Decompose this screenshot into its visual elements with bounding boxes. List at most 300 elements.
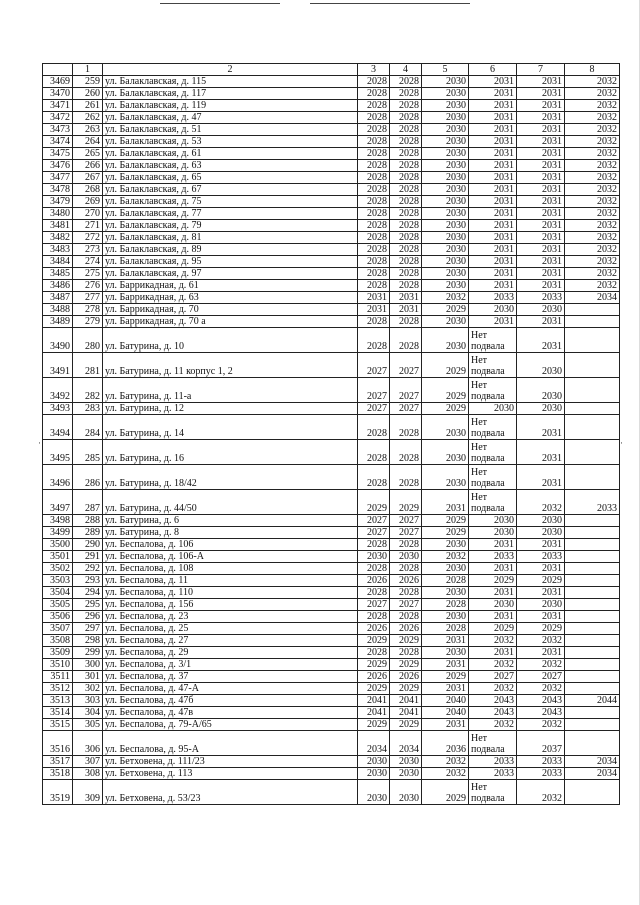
cell-col-3: 2028 (358, 88, 390, 100)
cell-col-1: 298 (73, 635, 103, 647)
cell-col-4: 2027 (390, 527, 422, 539)
cell-col-3: 2028 (358, 647, 390, 659)
table-row (43, 731, 620, 756)
cell-col-2: ул. Балаклавская, д. 97 (103, 268, 358, 280)
cell-col-5: 2030 (422, 563, 469, 575)
cell-col-6: Нет подвала (469, 780, 517, 805)
cell-col-2: ул. Батурина, д. 18/42 (103, 465, 358, 490)
cell-col-6: Нет подвала (469, 378, 517, 403)
cell-col-5: 2029 (422, 378, 469, 403)
cell-col-2: ул. Балаклавская, д. 51 (103, 124, 358, 136)
cell-col-2: ул. Батурина, д. 10 (103, 328, 358, 353)
cell-col-5: 2030 (422, 415, 469, 440)
cell-col-1: 300 (73, 659, 103, 671)
cell-col-0: 3493 (43, 403, 73, 415)
cell-col-0: 3490 (43, 328, 73, 353)
table-row (43, 220, 620, 232)
cell-col-1: 270 (73, 208, 103, 220)
cell-col-0: 3485 (43, 268, 73, 280)
cell-col-6: 2043 (469, 695, 517, 707)
cell-col-6: 2031 (469, 256, 517, 268)
table-row (43, 148, 620, 160)
cell-col-2: ул. Балаклавская, д. 119 (103, 100, 358, 112)
cell-col-4: 2028 (390, 136, 422, 148)
cell-col-3: 2030 (358, 768, 390, 780)
cell-col-5: 2030 (422, 148, 469, 160)
table-row (43, 659, 620, 671)
cell-col-7: 2037 (517, 731, 565, 756)
cell-col-0: 3518 (43, 768, 73, 780)
cell-col-8: 2033 (565, 490, 620, 515)
table-row (43, 280, 620, 292)
cell-col-3: 2028 (358, 244, 390, 256)
cell-col-6: Нет подвала (469, 490, 517, 515)
cell-col-8 (565, 378, 620, 403)
table-row (43, 635, 620, 647)
table-row (43, 328, 620, 353)
cell-col-6: 2031 (469, 88, 517, 100)
cell-col-8 (565, 659, 620, 671)
cell-col-1: 309 (73, 780, 103, 805)
cell-col-3: 2030 (358, 551, 390, 563)
cell-col-2: ул. Балаклавская, д. 95 (103, 256, 358, 268)
cell-col-6: 2031 (469, 112, 517, 124)
cell-col-2: ул. Балаклавская, д. 77 (103, 208, 358, 220)
cell-col-2: ул. Беспалова, д. 79-А/65 (103, 719, 358, 731)
cell-col-6: 2029 (469, 575, 517, 587)
cell-col-8: 2032 (565, 100, 620, 112)
cell-col-7: 2032 (517, 780, 565, 805)
table-row (43, 172, 620, 184)
cell-col-7: 2031 (517, 76, 565, 88)
cell-col-4: 2026 (390, 671, 422, 683)
cell-col-8: 2032 (565, 172, 620, 184)
cell-col-6: 2031 (469, 136, 517, 148)
cell-col-3: 2028 (358, 563, 390, 575)
cell-col-1: 263 (73, 124, 103, 136)
cell-col-4: 2027 (390, 378, 422, 403)
cell-col-2: ул. Балаклавская, д. 65 (103, 172, 358, 184)
cell-col-4: 2030 (390, 768, 422, 780)
cell-col-8: 2034 (565, 756, 620, 768)
table-row (43, 465, 620, 490)
cell-col-7: 2031 (517, 256, 565, 268)
cell-col-8 (565, 403, 620, 415)
cell-col-4: 2027 (390, 403, 422, 415)
cell-col-5: 2030 (422, 280, 469, 292)
cell-col-7: 2030 (517, 599, 565, 611)
cell-col-3: 2029 (358, 490, 390, 515)
cell-col-7: 2031 (517, 232, 565, 244)
cell-col-2: ул. Балаклавская, д. 67 (103, 184, 358, 196)
cell-col-0: 3516 (43, 731, 73, 756)
cell-col-6: 2030 (469, 527, 517, 539)
cell-col-1: 272 (73, 232, 103, 244)
cell-col-1: 264 (73, 136, 103, 148)
cell-col-2: ул. Беспалова, д. 29 (103, 647, 358, 659)
cell-col-6: 2031 (469, 647, 517, 659)
cell-col-6: 2033 (469, 768, 517, 780)
table-row (43, 316, 620, 328)
header-cell: 8 (565, 64, 620, 76)
cell-col-0: 3484 (43, 256, 73, 268)
cell-col-4: 2029 (390, 683, 422, 695)
cell-col-5: 2030 (422, 465, 469, 490)
cell-col-4: 2041 (390, 707, 422, 719)
cell-col-6: 2027 (469, 671, 517, 683)
cell-col-4: 2027 (390, 599, 422, 611)
cell-col-2: ул. Беспалова, д. 3/1 (103, 659, 358, 671)
cell-col-0: 3489 (43, 316, 73, 328)
cell-col-2: ул. Бетховена, д. 53/23 (103, 780, 358, 805)
cell-col-6: 2031 (469, 76, 517, 88)
cell-col-5: 2030 (422, 184, 469, 196)
cell-col-3: 2028 (358, 440, 390, 465)
cell-col-5: 2028 (422, 599, 469, 611)
cell-col-5: 2030 (422, 136, 469, 148)
cell-col-2: ул. Балаклавская, д. 75 (103, 196, 358, 208)
cell-col-8 (565, 527, 620, 539)
cell-col-6: 2043 (469, 707, 517, 719)
cell-col-5: 2029 (422, 527, 469, 539)
cell-col-0: 3517 (43, 756, 73, 768)
cell-col-5: 2030 (422, 112, 469, 124)
cell-col-2: ул. Батурина, д. 44/50 (103, 490, 358, 515)
cell-col-0: 3488 (43, 304, 73, 316)
cell-col-1: 304 (73, 707, 103, 719)
cell-col-3: 2029 (358, 659, 390, 671)
header-cell: 4 (390, 64, 422, 76)
cell-col-3: 2028 (358, 148, 390, 160)
cell-col-5: 2030 (422, 196, 469, 208)
cell-col-7: 2029 (517, 575, 565, 587)
cell-col-1: 292 (73, 563, 103, 575)
cell-col-3: 2029 (358, 683, 390, 695)
table-row (43, 599, 620, 611)
cell-col-2: ул. Батурина, д. 11-а (103, 378, 358, 403)
cell-col-0: 3471 (43, 100, 73, 112)
cell-col-6: Нет подвала (469, 465, 517, 490)
cell-col-0: 3505 (43, 599, 73, 611)
cell-col-4: 2028 (390, 563, 422, 575)
cell-col-0: 3515 (43, 719, 73, 731)
top-rule (310, 3, 470, 4)
cell-col-2: ул. Балаклавская, д. 81 (103, 232, 358, 244)
top-rule (160, 3, 280, 4)
cell-col-4: 2029 (390, 490, 422, 515)
cell-col-0: 3478 (43, 184, 73, 196)
cell-col-6: 2031 (469, 232, 517, 244)
cell-col-5: 2032 (422, 551, 469, 563)
cell-col-8 (565, 623, 620, 635)
cell-col-3: 2027 (358, 353, 390, 378)
cell-col-8 (565, 415, 620, 440)
cell-col-6: 2033 (469, 292, 517, 304)
cell-col-5: 2030 (422, 76, 469, 88)
cell-col-2: ул. Беспалова, д. 110 (103, 587, 358, 599)
cell-col-2: ул. Беспалова, д. 47б (103, 695, 358, 707)
cell-col-4: 2028 (390, 112, 422, 124)
cell-col-0: 3502 (43, 563, 73, 575)
cell-col-1: 302 (73, 683, 103, 695)
cell-col-2: ул. Беспалова, д. 106-А (103, 551, 358, 563)
cell-col-8 (565, 563, 620, 575)
cell-col-2: ул. Беспалова, д. 23 (103, 611, 358, 623)
table-row (43, 378, 620, 403)
cell-col-8: 2032 (565, 220, 620, 232)
cell-col-1: 308 (73, 768, 103, 780)
cell-col-1: 277 (73, 292, 103, 304)
cell-col-0: 3477 (43, 172, 73, 184)
cell-col-3: 2028 (358, 220, 390, 232)
table-row (43, 527, 620, 539)
cell-col-0: 3492 (43, 378, 73, 403)
table-row (43, 695, 620, 707)
cell-col-1: 268 (73, 184, 103, 196)
cell-col-4: 2028 (390, 256, 422, 268)
cell-col-8 (565, 353, 620, 378)
cell-col-8: 2032 (565, 160, 620, 172)
cell-col-7: 2027 (517, 671, 565, 683)
cell-col-5: 2030 (422, 587, 469, 599)
cell-col-4: 2028 (390, 148, 422, 160)
cell-col-0: 3481 (43, 220, 73, 232)
cell-col-7: 2033 (517, 292, 565, 304)
table-row (43, 415, 620, 440)
cell-col-8 (565, 683, 620, 695)
cell-col-2: ул. Беспалова, д. 106 (103, 539, 358, 551)
cell-col-8 (565, 551, 620, 563)
table-row (43, 490, 620, 515)
cell-col-3: 2028 (358, 76, 390, 88)
cell-col-7: 2033 (517, 756, 565, 768)
cell-col-4: 2028 (390, 88, 422, 100)
cell-col-4: 2030 (390, 756, 422, 768)
cell-col-7: 2043 (517, 695, 565, 707)
table-row (43, 515, 620, 527)
cell-col-6: 2032 (469, 635, 517, 647)
cell-col-0: 3470 (43, 88, 73, 100)
cell-col-1: 305 (73, 719, 103, 731)
cell-col-6: 2031 (469, 563, 517, 575)
cell-col-6: 2031 (469, 220, 517, 232)
cell-col-3: 2028 (358, 208, 390, 220)
cell-col-4: 2029 (390, 719, 422, 731)
cell-col-4: 2028 (390, 220, 422, 232)
cell-col-5: 2030 (422, 220, 469, 232)
cell-col-6: Нет подвала (469, 328, 517, 353)
cell-col-4: 2028 (390, 440, 422, 465)
table-row (43, 403, 620, 415)
cell-col-5: 2030 (422, 328, 469, 353)
cell-col-4: 2028 (390, 465, 422, 490)
cell-col-1: 284 (73, 415, 103, 440)
cell-col-6: 2031 (469, 184, 517, 196)
cell-col-7: 2031 (517, 316, 565, 328)
cell-col-4: 2028 (390, 196, 422, 208)
cell-col-4: 2028 (390, 647, 422, 659)
cell-col-5: 2030 (422, 244, 469, 256)
table-row (43, 671, 620, 683)
cell-col-0: 3475 (43, 148, 73, 160)
cell-col-5: 2028 (422, 575, 469, 587)
cell-col-0: 3506 (43, 611, 73, 623)
cell-col-4: 2026 (390, 623, 422, 635)
cell-col-5: 2031 (422, 719, 469, 731)
cell-col-4: 2031 (390, 292, 422, 304)
cell-col-7: 2032 (517, 490, 565, 515)
table-row (43, 244, 620, 256)
cell-col-8: 2032 (565, 76, 620, 88)
cell-col-2: ул. Баррикадная, д. 70 (103, 304, 358, 316)
cell-col-0: 3513 (43, 695, 73, 707)
cell-col-6: 2033 (469, 551, 517, 563)
cell-col-5: 2028 (422, 623, 469, 635)
cell-col-6: 2031 (469, 172, 517, 184)
cell-col-2: ул. Балаклавская, д. 117 (103, 88, 358, 100)
cell-col-5: 2030 (422, 440, 469, 465)
cell-col-5: 2030 (422, 268, 469, 280)
cell-col-8: 2032 (565, 88, 620, 100)
cell-col-6: Нет подвала (469, 415, 517, 440)
cell-col-8: 2034 (565, 292, 620, 304)
cell-col-4: 2027 (390, 515, 422, 527)
cell-col-8 (565, 465, 620, 490)
cell-col-4: 2029 (390, 659, 422, 671)
cell-col-7: 2031 (517, 280, 565, 292)
cell-col-6: 2032 (469, 659, 517, 671)
cell-col-8 (565, 635, 620, 647)
cell-col-8: 2032 (565, 208, 620, 220)
table-row (43, 756, 620, 768)
cell-col-5: 2040 (422, 695, 469, 707)
cell-col-8: 2034 (565, 768, 620, 780)
cell-col-3: 2028 (358, 539, 390, 551)
cell-col-2: ул. Беспалова, д. 47-А (103, 683, 358, 695)
cell-col-2: ул. Беспалова, д. 37 (103, 671, 358, 683)
cell-col-2: ул. Батурина, д. 6 (103, 515, 358, 527)
table-row (43, 587, 620, 599)
cell-col-1: 278 (73, 304, 103, 316)
cell-col-6: 2031 (469, 611, 517, 623)
cell-col-3: 2028 (358, 280, 390, 292)
scan-mark: · (620, 438, 623, 448)
cell-col-1: 301 (73, 671, 103, 683)
cell-col-8 (565, 304, 620, 316)
cell-col-0: 3483 (43, 244, 73, 256)
cell-col-7: 2032 (517, 659, 565, 671)
cell-col-7: 2031 (517, 124, 565, 136)
cell-col-5: 2040 (422, 707, 469, 719)
cell-col-3: 2028 (358, 136, 390, 148)
cell-col-7: 2030 (517, 527, 565, 539)
cell-col-0: 3482 (43, 232, 73, 244)
cell-col-5: 2030 (422, 208, 469, 220)
cell-col-0: 3487 (43, 292, 73, 304)
cell-col-3: 2028 (358, 184, 390, 196)
cell-col-7: 2031 (517, 415, 565, 440)
cell-col-7: 2029 (517, 623, 565, 635)
cell-col-5: 2030 (422, 100, 469, 112)
table-row (43, 440, 620, 465)
cell-col-0: 3497 (43, 490, 73, 515)
cell-col-7: 2031 (517, 112, 565, 124)
cell-col-5: 2030 (422, 172, 469, 184)
cell-col-0: 3469 (43, 76, 73, 88)
cell-col-6: Нет подвала (469, 731, 517, 756)
cell-col-3: 2028 (358, 316, 390, 328)
cell-col-3: 2027 (358, 527, 390, 539)
cell-col-2: ул. Балаклавская, д. 61 (103, 148, 358, 160)
cell-col-7: 2031 (517, 539, 565, 551)
cell-col-4: 2028 (390, 100, 422, 112)
cell-col-7: 2031 (517, 328, 565, 353)
cell-col-2: ул. Балаклавская, д. 79 (103, 220, 358, 232)
table-row (43, 256, 620, 268)
cell-col-7: 2030 (517, 403, 565, 415)
cell-col-8 (565, 575, 620, 587)
cell-col-0: 3480 (43, 208, 73, 220)
cell-col-8 (565, 780, 620, 805)
cell-col-2: ул. Балаклавская, д. 47 (103, 112, 358, 124)
cell-col-3: 2028 (358, 112, 390, 124)
cell-col-2: ул. Беспалова, д. 47в (103, 707, 358, 719)
cell-col-3: 2028 (358, 611, 390, 623)
cell-col-8 (565, 587, 620, 599)
cell-col-1: 259 (73, 76, 103, 88)
cell-col-1: 290 (73, 539, 103, 551)
cell-col-0: 3491 (43, 353, 73, 378)
cell-col-3: 2027 (358, 599, 390, 611)
cell-col-3: 2028 (358, 587, 390, 599)
cell-col-4: 2028 (390, 172, 422, 184)
cell-col-7: 2032 (517, 719, 565, 731)
table-row (43, 768, 620, 780)
cell-col-8 (565, 599, 620, 611)
cell-col-4: 2028 (390, 208, 422, 220)
table-row (43, 353, 620, 378)
table-row (43, 551, 620, 563)
cell-col-1: 296 (73, 611, 103, 623)
cell-col-4: 2034 (390, 731, 422, 756)
cell-col-6: 2030 (469, 304, 517, 316)
cell-col-3: 2029 (358, 719, 390, 731)
cell-col-5: 2030 (422, 256, 469, 268)
cell-col-2: ул. Беспалова, д. 11 (103, 575, 358, 587)
cell-col-4: 2029 (390, 635, 422, 647)
cell-col-7: 2031 (517, 563, 565, 575)
cell-col-8: 2032 (565, 280, 620, 292)
cell-col-8: 2032 (565, 232, 620, 244)
data-table (42, 63, 620, 805)
cell-col-2: ул. Батурина, д. 8 (103, 527, 358, 539)
cell-col-0: 3501 (43, 551, 73, 563)
cell-col-7: 2031 (517, 440, 565, 465)
cell-col-3: 2028 (358, 124, 390, 136)
cell-col-6: 2030 (469, 599, 517, 611)
table-row (43, 623, 620, 635)
cell-col-4: 2028 (390, 76, 422, 88)
cell-col-6: 2032 (469, 683, 517, 695)
table-row (43, 647, 620, 659)
cell-col-5: 2030 (422, 124, 469, 136)
cell-col-2: ул. Беспалова, д. 25 (103, 623, 358, 635)
cell-col-3: 2028 (358, 268, 390, 280)
cell-col-2: ул. Балаклавская, д. 89 (103, 244, 358, 256)
cell-col-8 (565, 611, 620, 623)
cell-col-1: 274 (73, 256, 103, 268)
header-cell: 1 (73, 64, 103, 76)
